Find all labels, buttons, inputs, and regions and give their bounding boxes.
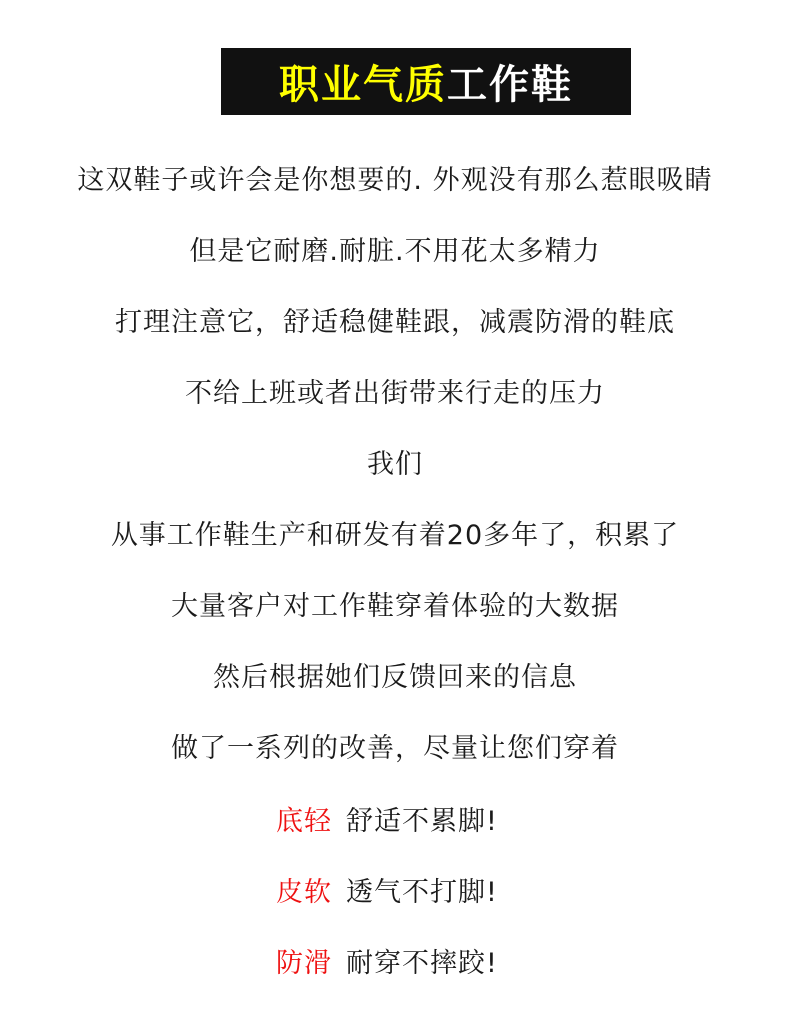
feature-row [276, 804, 498, 840]
feature-keyword: 底轻 [276, 806, 332, 837]
paragraph-line: 我们 [367, 449, 423, 480]
paragraph-line: 然后根据她们反馈回来的信息 [213, 662, 577, 693]
page-title-banner [221, 48, 631, 115]
feature-keyword: 防滑 [276, 948, 332, 979]
paragraph-line: 但是它耐磨.耐脏.不用花太多精力 [189, 236, 601, 267]
feature-description: 舒适不累脚! [346, 806, 498, 837]
feature-description: 透气不打脚! [346, 877, 498, 908]
paragraph-line: 不给上班或者出街带来行走的压力 [185, 378, 605, 409]
paragraph-line: 这双鞋子或许会是你想要的. 外观没有那么惹眼吸睛 [77, 165, 713, 196]
paragraph-line: 从事工作鞋生产和研发有着20多年了，积累了 [110, 520, 680, 551]
paragraph-line: 大量客户对工作鞋穿着体验的大数据 [171, 591, 619, 622]
paragraph-line: 做了一系列的改善，尽量让您们穿着 [171, 733, 619, 764]
feature-row [276, 946, 498, 982]
feature-keyword: 皮软 [276, 877, 332, 908]
title-highlight: 职业气质 [279, 62, 447, 108]
title-rest: 工作鞋 [447, 62, 573, 108]
feature-row [276, 875, 498, 911]
paragraph-line: 打理注意它，舒适稳健鞋跟，减震防滑的鞋底 [115, 307, 675, 338]
feature-description: 耐穿不摔跤! [346, 948, 498, 979]
